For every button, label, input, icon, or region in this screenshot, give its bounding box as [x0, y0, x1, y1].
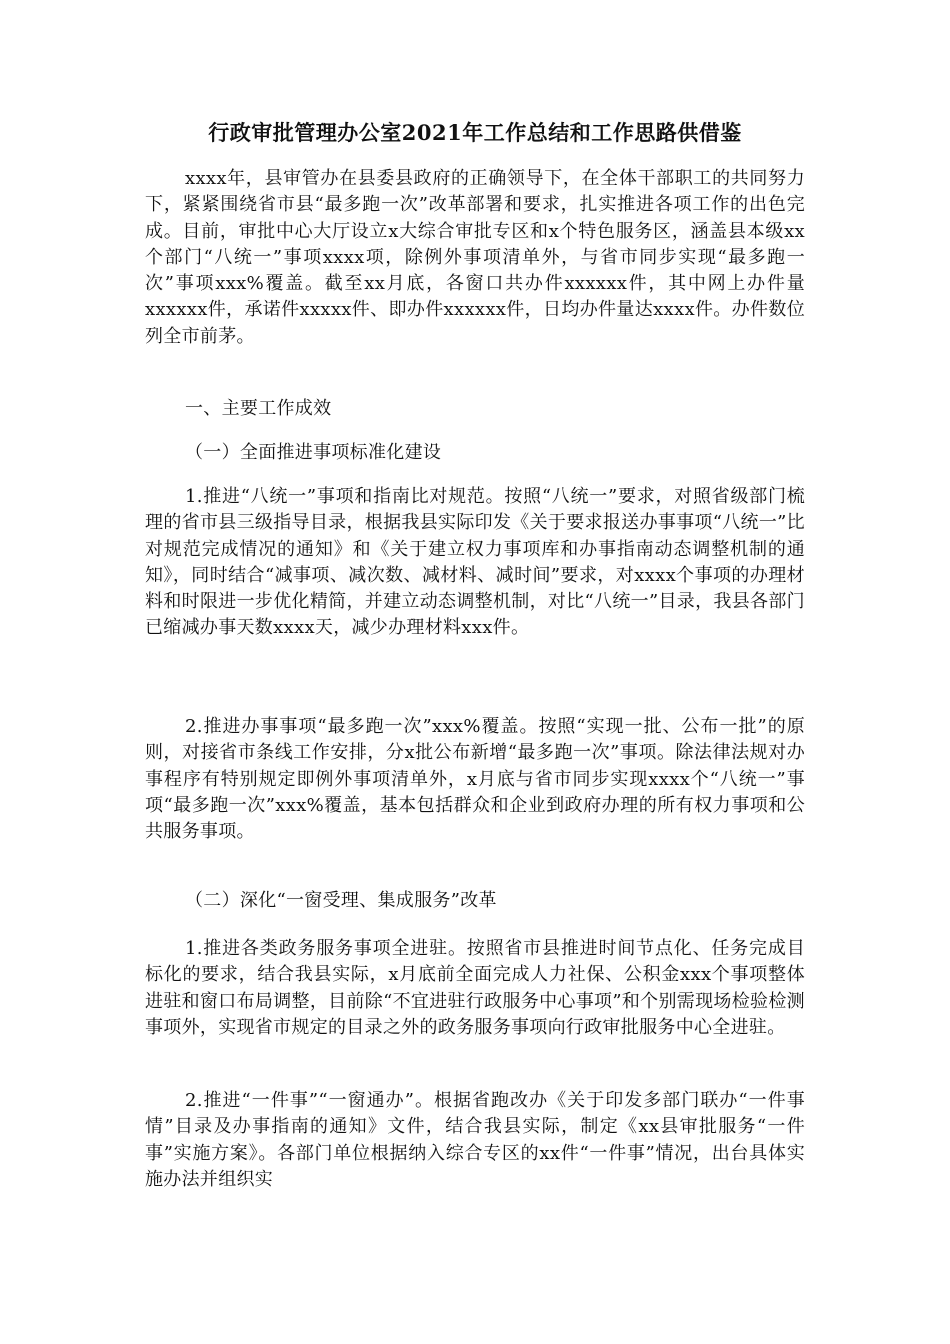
sub1-para1-block [145, 484, 805, 642]
sub2-para2-block [145, 1088, 805, 1193]
subsection-heading-standardization: （一）全面推进事项标准化建设 [185, 442, 442, 463]
paragraph-one-thing-one-window: 2.推进“一件事”“一窗通办”。根据省跑改办《关于印发多部门联办“一件事情”目录及办事指南的通知》文件，结合我县实际，制定《xx县审批服务“一件事”实施方案》。各部门单位根据纳入综合专区的xx件“一件事”情况，出台具体实施办法并组织实 [145, 1090, 805, 1190]
sub2-heading-block [145, 888, 805, 914]
paragraph-run-once-coverage: 2.推进办事事项“最多跑一次”xxx%覆盖。按照“实现一批、公布一批”的原则，对接省市条线工作安排，分x批公布新增“最多跑一次”事项。除法律法规对办事程序有特别规定即例外事项清单外，x月底与省市同步实现xxxx个“八统一”事项“最多跑一次”xxx%覆盖，基本包括群众和企业到政府办理的所有权力事项和公共服务事项。 [145, 716, 805, 843]
subsection-heading-one-window-reform: （二）深化“一窗受理、集成服务”改革 [185, 890, 497, 911]
section-heading-main-achievements: 一、主要工作成效 [185, 398, 332, 419]
sub2-para1-block [145, 936, 805, 1041]
section1-heading-block [145, 396, 805, 422]
paragraph-full-entry-services: 1.推进各类政务服务事项全进驻。按照省市县推进时间节点化、任务完成目标化的要求，结合我县实际，x月底前全面完成人力社保、公积金xxx个事项整体进驻和窗口布局调整，目前除“不宜进驻行政服务中心事项”和个别需现场检验检测事项外，实现省市规定的目录之外的政务服务事项向行政审批服务中心全进驻。 [145, 938, 805, 1038]
sub1-para2-block [145, 714, 805, 845]
document-title: 行政审批管理办公室2021年工作总结和工作思路供借鉴 [208, 120, 742, 145]
intro-paragraph: xxxx年，县审管办在县委县政府的正确领导下，在全体干部职工的共同努力下，紧紧围绕省市县“最多跑一次”改革部署和要求，扎实推进各项工作的出色完成。目前，审批中心大厅设立x大综合审批专区和x个特色服务区，涵盖县本级xx个部门“八统一”事项xxxx项，除例外事项清单外，与省市同步实现“最多跑一次”事项xxx%覆盖。截至xx月底，各窗口共办件xxxxxx件，其中网上办件量xxxxxx件，承诺件xxxxx件、即办件xxxxxx件，日均办件量达xxxx件。办件数位列全市前茅。 [145, 168, 805, 347]
intro-paragraph-block [145, 166, 805, 350]
sub1-heading-block [145, 440, 805, 466]
paragraph-baytongyi-comparison: 1.推进“八统一”事项和指南比对规范。按照“八统一”要求，对照省级部门梳理的省市县三级指导目录，根据我县实际印发《关于要求报送办事事项“八统一”比对规范完成情况的通知》和《关于建立权力事项库和办事指南动态调整机制的通知》，同时结合“减事项、减次数、减材料、减时间”要求，对xxxx个事项的办理材料和时限进一步优化精简，并建立动态调整机制，对比“八统一”目录，我县各部门已缩减办事天数xxxx天，减少办理材料xxx件。 [145, 486, 805, 639]
